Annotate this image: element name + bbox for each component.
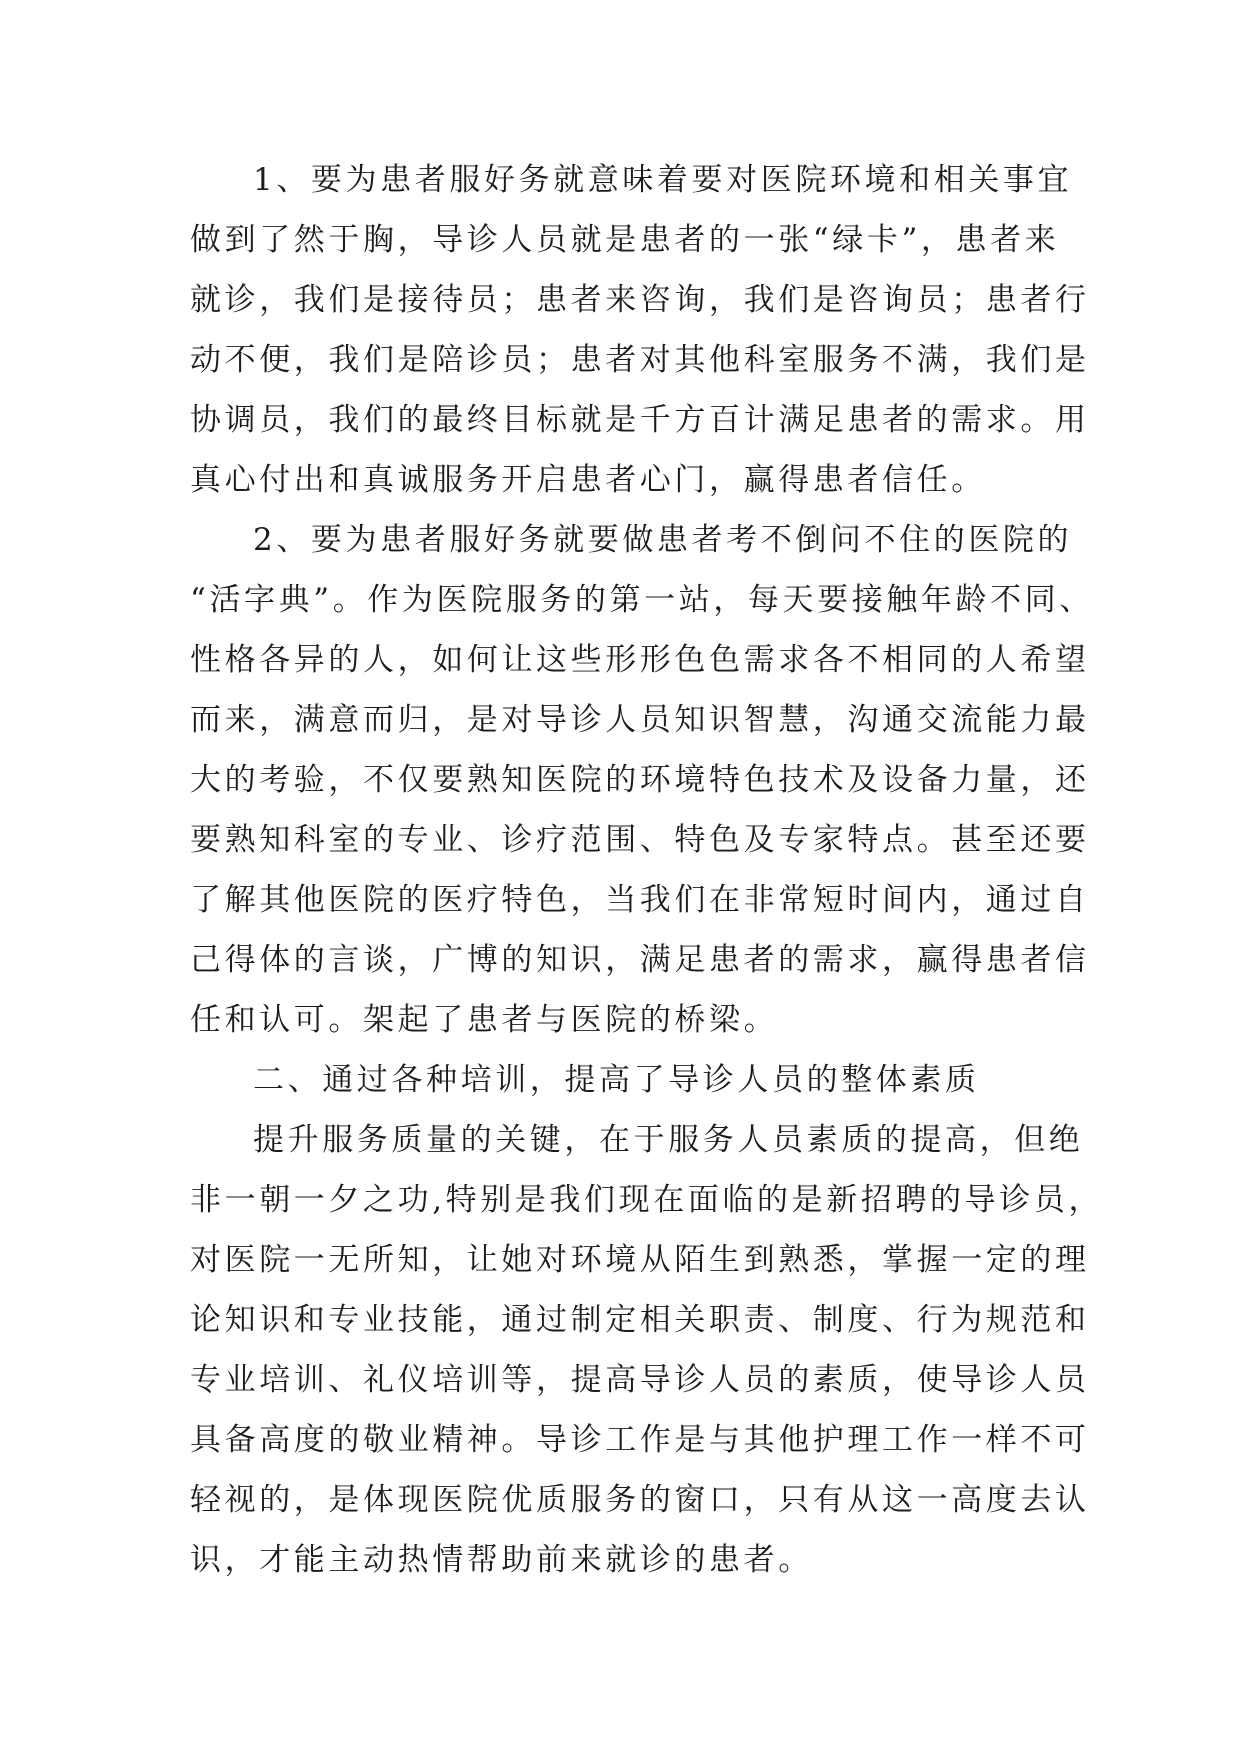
paragraph-2-line-2: “活字典”。作为医院服务的第一站，每天要接触年龄不同、 <box>190 582 1094 618</box>
paragraph-1-line-5: 协调员，我们的最终目标就是千方百计满足患者的需求。用 <box>190 402 1090 438</box>
paragraph-1-line-2: 做到了然于胸，导诊人员就是患者的一张“绿卡”，患者来 <box>190 222 1060 258</box>
paragraph-1-line-6: 真心付出和真诚服务开启患者心门，赢得患者信任。 <box>190 462 986 498</box>
paragraph-2-line-5: 大的考验，不仅要熟知医院的环境特色技术及设备力量，还 <box>190 762 1090 798</box>
paragraph-1-line-1: 1、要为患者服好务就意味着要对医院环境和相关事宜 <box>253 162 1073 198</box>
paragraph-3-line-1: 提升服务质量的关键，在于服务人员素质的提高，但绝 <box>253 1122 1084 1158</box>
paragraph-1-line-3: 就诊，我们是接待员；患者来咨询，我们是咨询员；患者行 <box>190 282 1090 318</box>
paragraph-3-line-3: 对医院一无所知，让她对环境从陌生到熟悉，掌握一定的理 <box>190 1242 1090 1278</box>
paragraph-1-line-4: 动不便，我们是陪诊员；患者对其他科室服务不满，我们是 <box>190 342 1090 378</box>
paragraph-2-line-4: 而来，满意而归，是对导诊人员知识智慧，沟通交流能力最 <box>190 702 1090 738</box>
document-body <box>190 150 1104 1590</box>
paragraph-2-line-8: 己得体的言谈，广博的知识，满足患者的需求，赢得患者信 <box>190 942 1090 978</box>
paragraph-3-line-7: 轻视的，是体现医院优质服务的窗口，只有从这一高度去认 <box>190 1482 1090 1518</box>
paragraph-3-line-6: 具备高度的敬业精神。导诊工作是与其他护理工作一样不可 <box>190 1422 1090 1458</box>
paragraph-2-line-1: 2、要为患者服好务就要做患者考不倒问不住的医院的 <box>253 522 1073 558</box>
paragraph-2-line-3: 性格各异的人，如何让这些形形色色需求各不相同的人希望 <box>190 642 1090 678</box>
paragraph-2-line-7: 了解其他医院的医疗特色，当我们在非常短时间内，通过自 <box>190 882 1090 918</box>
paragraph-3-line-4: 论知识和专业技能，通过制定相关职责、制度、行为规范和 <box>190 1302 1090 1338</box>
paragraph-2-line-9: 任和认可。架起了患者与医院的桥梁。 <box>190 1002 779 1038</box>
paragraph-2-line-6: 要熟知科室的专业、诊疗范围、特色及专家特点。甚至还要 <box>190 822 1090 858</box>
section-heading: 二、通过各种培训，提高了导诊人员的整体素质 <box>253 1062 980 1098</box>
paragraph-3-line-2: 非一朝一夕之功,特别是我们现在面临的是新招聘的导诊员， <box>190 1182 1104 1218</box>
paragraph-3-line-5: 专业培训、礼仪培训等，提高导诊人员的素质，使导诊人员 <box>190 1362 1090 1398</box>
paragraph-3-line-8: 识，才能主动热情帮助前来就诊的患者。 <box>190 1542 813 1578</box>
